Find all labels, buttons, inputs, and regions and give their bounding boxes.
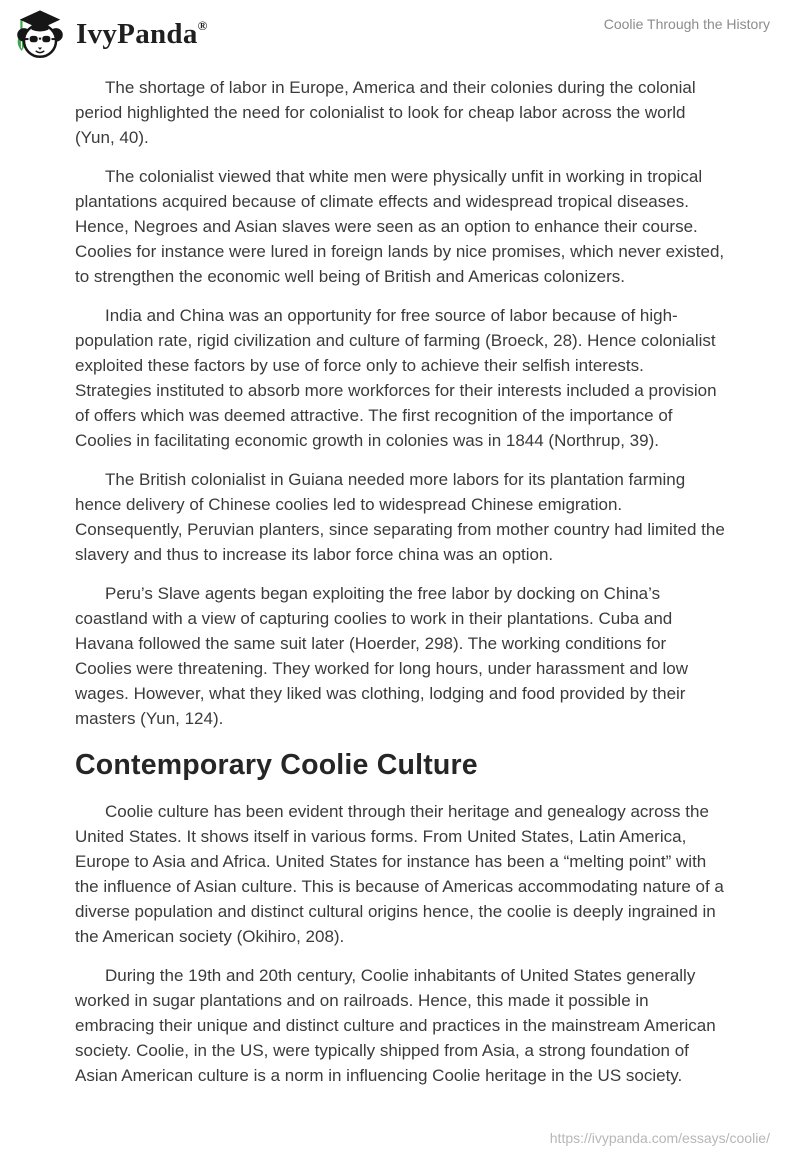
registered-trademark-symbol: ® [197,18,208,33]
paragraph-colonialist-view: The colonialist viewed that white men were physically unfit in working in tropical plantations acquired because of climate effects and widespread tropical diseases. Hence, Negroes and Asian slaves were seen as an option to enhance their course. Coolies for instance were lured in foreign lands by nice promises, which never existed, to strengthen the economic well being of British and Americas colonizers. [75,167,725,286]
paragraph-peru-slave-agents: Peru’s Slave agents began exploiting the free labor by docking on China’s coastland with a view of capturing coolies to work in their plantations. Cuba and Havana followed the same suit later (Hoerder, 298). The working conditions for Coolies were threatening. They worked for long hours, under harassment and low wages. However, what they liked was clothing, lodging and food provided by their masters (Yun, 124). [75,584,688,728]
document-title: Coolie Through the History [603,16,770,32]
paragraph-19th-20th-century: During the 19th and 20th century, Coolie inhabitants of United States generally worked in sugar plantations and on railroads. Hence, this made it possible in embracing their unique and distinct culture and practices in the mainstream American society. Coolie, in the US, were typically shipped from Asia, a strong foundation of Asian American culture is a norm in influencing Coolie heritage in the US society. [75,966,716,1085]
paragraph-labor-shortage: The shortage of labor in Europe, America and their colonies during the colonial period highlighted the need for colonialist to look for cheap labor across the world (Yun, 40). [75,78,696,147]
essay-body [75,75,725,1088]
panda-graduation-cap-icon [13,7,67,61]
paragraph-india-china: India and China was an opportunity for free source of labor because of high-population rate, rigid civilization and culture of farming (Broeck, 28). Hence colonialist exploited these factors by use of force only to achieve their selfish interests. Strategies instituted to absorb more workforces for their interests included a provision of offers which was deemed attractive. The first recognition of the importance of Coolies in facilitating economic growth in colonies was in 1844 (Northrup, 39). [75,306,717,450]
paragraph-coolie-culture-heritage: Coolie culture has been evident through their heritage and genealogy across the United States. It shows itself in various forms. From United States, Latin America, Europe to Asia and Africa. United States for instance has been a “melting point” with the influence of Asian culture. This is because of Americas accommodating nature of a diverse population and distinct cultural origins hence, the coolie is deeply ingrained in the American society (Okihiro, 208). [75,802,724,946]
ivypanda-logo[interactable] [13,7,208,61]
logo-wordmark: IvyPanda® [76,18,208,50]
paragraph-british-guiana: The British colonialist in Guiana needed more labors for its plantation farming hence delivery of Chinese coolies led to widespread Chinese emigration. Consequently, Peruvian planters, since separating from mother country had limited the slavery and thus to increase its labor force china was an option. [75,470,725,564]
page-header [0,0,800,61]
source-url-link[interactable]: https://ivypanda.com/essays/coolie/ [549,1130,770,1146]
section-heading-contemporary-coolie-culture: Contemporary Coolie Culture [75,749,478,781]
